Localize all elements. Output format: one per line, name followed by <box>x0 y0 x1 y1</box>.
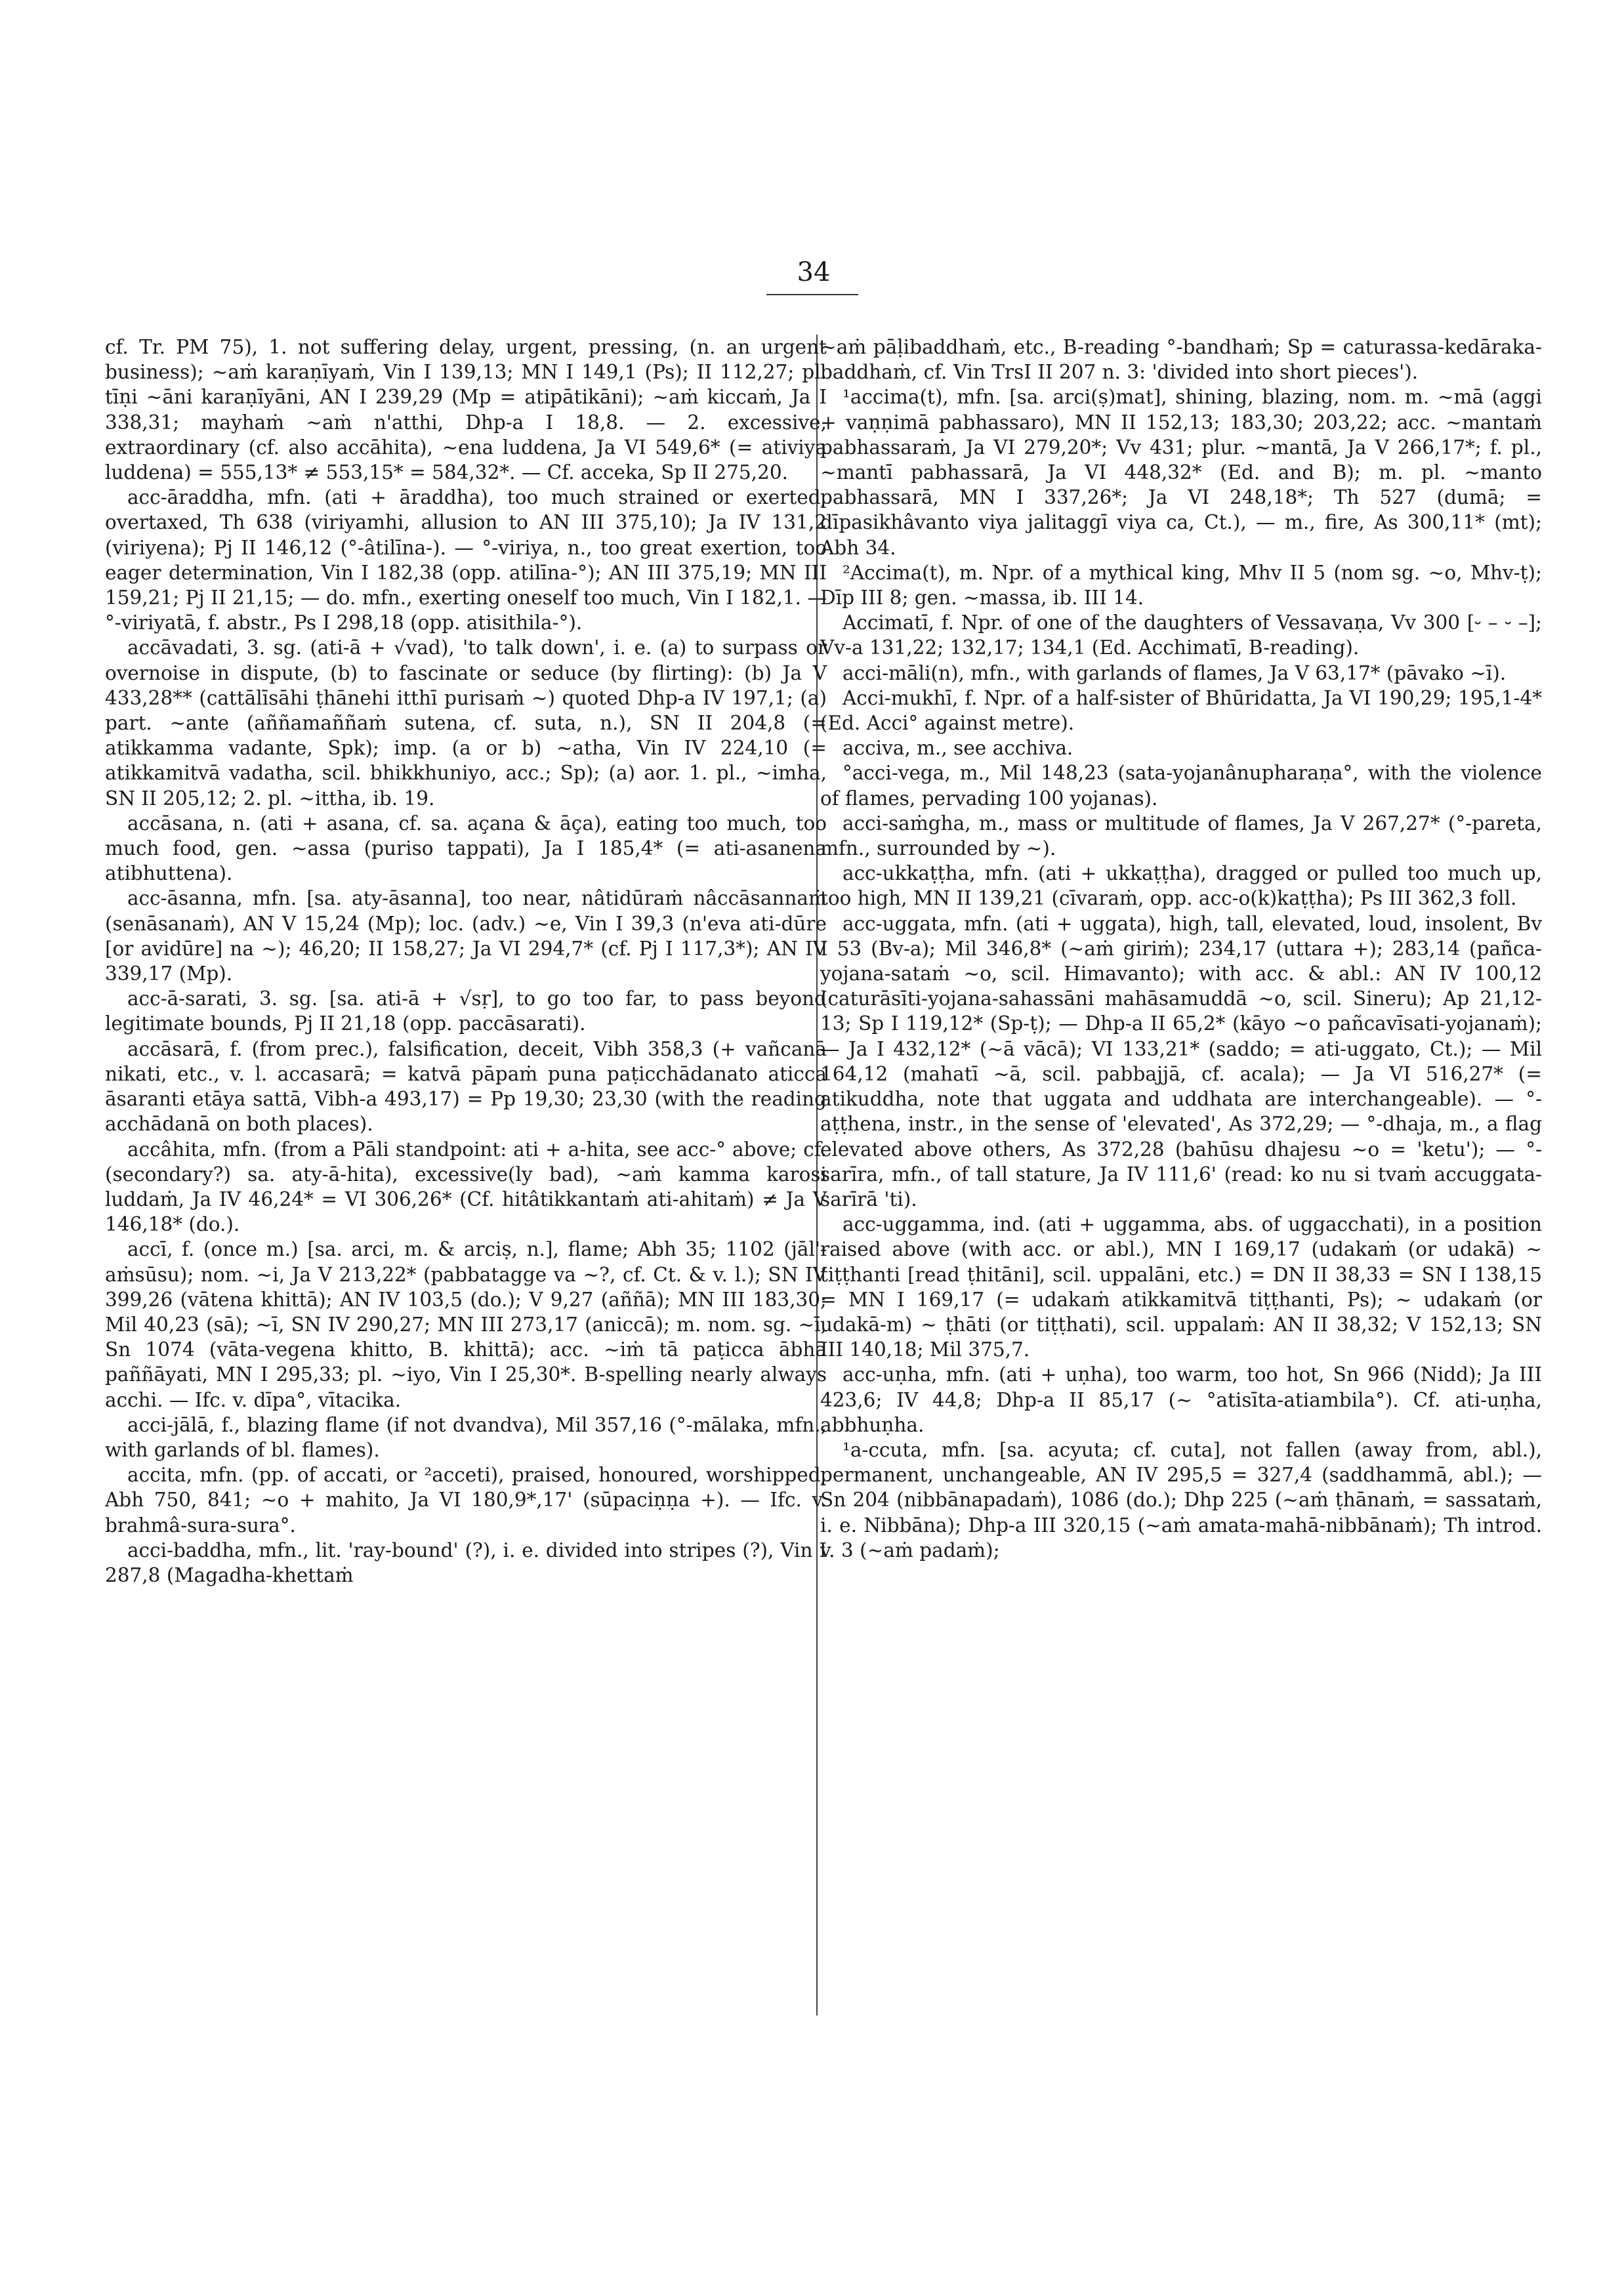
dictionary-entry: acc-āraddha, mfn. (ati + āraddha), too much strained or exerted, overtaxed, Th 638 (viriyamhi, allusion to AN III 375,10); Ja IV 131,2 (viriyena); Pj II 146,12 (°-âtilīna-). — °-viriya, n., too great exertion, too eager determination, Vin I 182,38 (opp. atilīna-°); AN III 375,19; MN III 159,21; Pj II 21,15; — do. mfn., exerting oneself too much, Vin I 182,1. — °-viriyatā, f. abstr., Ps I 298,18 (opp. atisithila-°). <box>105 486 827 634</box>
page-number-rule <box>766 294 858 295</box>
dictionary-entry: acci-saṁgha, m., mass or multitude of flames, Ja V 267,27* (°-pareta, mfn., surrounded by ~). <box>820 812 1542 860</box>
dictionary-entry: accī, f. (once m.) [sa. arci, m. & arciṣ, n.], flame; Abh 35; 1102 (jāl'-aṁsūsu); nom. ~i, Ja V 213,22* (pabbatagge va ~?, cf. Ct. & v. l.); SN IV 399,26 (vātena khittā); AN IV 103,5 (do.); V 9,27 (aññā); MN III 183,30; Mil 40,23 (sā); ~ī, SN IV 290,27; MN III 273,17 (aniccā); m. nom. sg. ~ī, Sn 1074 (vāta-vegena khitto, B. khittā); acc. ~iṁ tā paṭicca ābhā paññāyati, MN I 295,33; pl. ~iyo, Vin I 25,30*. B-spelling nearly always acchi. — Ifc. v. dīpa°, vītacika. <box>105 1238 827 1411</box>
dictionary-entry: acc-ukkaṭṭha, mfn. (ati + ukkaṭṭha), dragged or pulled too much up, too high, MN II 139,21 (cīvaraṁ, opp. acc-o(k)kaṭṭha); Ps III 362,3 foll. <box>820 862 1542 910</box>
left-column <box>105 335 827 1588</box>
dictionary-entry: ~aṁ pāḷibaddhaṁ, etc., B-reading °-bandhaṁ; Sp = caturassa-kedāraka-baddhaṁ, cf. Vin TrsI II 207 n. 3: 'divided into short pieces'). <box>820 336 1542 384</box>
dictionary-entry: ¹a-ccuta, mfn. [sa. acyuta; cf. cuta], not fallen (away from, abl.), permanent, unchangeable, AN IV 295,5 = 327,4 (saddhammā, abl.); — Sn 204 (nibbānapadaṁ), 1086 (do.); Dhp 225 (~aṁ ṭhānaṁ, = sassataṁ, i. e. Nibbāna); Dhp-a III 320,15 (~aṁ amata-mahā-nibbānaṁ); Th introd. v. 3 (~aṁ padaṁ); <box>820 1438 1542 1561</box>
dictionary-entry: acci-māli(n), mfn., with garlands of flames, Ja V 63,17* (pāvako ~ī). <box>843 661 1507 684</box>
dictionary-entry: acci-jālā, f., blazing flame (if not dvandva), Mil 357,16 (°-mālaka, mfn., with garlands of bl. flames). <box>105 1413 827 1461</box>
dictionary-entry: cf. Tr. PM 75), 1. not suffering delay, urgent, pressing, (n. an urgent business); ~aṁ karaṇīyaṁ, Vin I 139,13; MN I 149,1 (Ps); II 112,27; pl. tīṇi ~āni karaṇīyāni, AN I 239,29 (Mp = atipātikāni); ~aṁ kiccaṁ, Ja I 338,31; mayhaṁ ~aṁ n'atthi, Dhp-a I 18,8. — 2. excessive, extraordinary (cf. also accāhita), ~ena luddena, Ja VI 549,6* (= ativiya luddena) = 555,13* ≠ 553,15* = 584,32*. — Cf. acceka, Sp II 275,20. <box>105 336 827 484</box>
dictionary-entry: accāsarā, f. (from prec.), falsification, deceit, Vibh 358,3 (+ vañcanā nikati, etc., v. l. accasarā; = katvā pāpaṁ puna paṭicchādanato aticca āsaranti etāya sattā, Vibh-a 493,17) = Pp 19,30; 23,30 (with the reading acchādanā on both places). <box>105 1037 827 1136</box>
dictionary-entry: acc-uṇha, mfn. (ati + uṇha), too warm, too hot, Sn 966 (Nidd); Ja III 423,6; IV 44,8; Dhp-a II 85,17 (~ °atisīta-atiambila°). Cf. ati-uṇha, abbhuṇha. <box>820 1363 1542 1436</box>
dictionary-entry: accāsana, n. (ati + asana, cf. sa. açana & āça), eating too much, too much food, gen. ~assa (puriso tappati), Ja I 185,4* (= ati-asanena atibhuttena). <box>105 812 827 885</box>
dictionary-entry: acc-uggamma, ind. (ati + uggamma, abs. of uggacchati), in a position raised above (with acc. or abl.), MN I 169,17 (udakaṁ (or udakā) ~ tiṭṭhanti [read ṭhitāni], scil. uppalāni, etc.) = DN II 38,33 = SN I 138,15 = MN I 169,17 (= udakaṁ atikkamitvā tiṭṭhanti, Ps); ~ udakaṁ (or udakā-m) ~ ṭhāti (or tiṭṭhati), scil. uppalaṁ: AN II 38,32; V 152,13; SN III 140,18; Mil 375,7. <box>820 1213 1542 1361</box>
dictionary-entry: accita, mfn. (pp. of accati, or ²acceti), praised, honoured, worshipped, Abh 750, 841; ~o + mahito, Ja VI 180,9*,17' (sūpaciṇṇa +). — Ifc. v. brahmâ-sura-sura°. <box>105 1464 827 1537</box>
dictionary-entry: Accimatī, f. Npr. of one of the daughters of Vessavaṇa, Vv 300 [⏑ – ⏑ –]; Vv-a 131,22; 132,17; 134,1 (Ed. Acchimatī, B-reading). <box>820 611 1542 659</box>
dictionary-entry: acc-āsanna, mfn. [sa. aty-āsanna], too near, nâtidūraṁ nâccāsannaṁ (senāsanaṁ), AN V 15,24 (Mp); loc. (adv.) ~e, Vin I 39,3 (n'eva ati-dūre [or avidūre] na ~); 46,20; II 158,27; Ja VI 294,7* (cf. Pj I 117,3*); AN IV 339,17 (Mp). <box>105 887 827 985</box>
dictionary-entry: accāvadati, 3. sg. (ati-ā + √vad), 'to talk down', i. e. (a) to surpass or overnoise in dispute, (b) to fascinate or seduce (by flirting): (b) Ja V 433,28** (cattālīsāhi ṭhānehi itthī purisaṁ ~) quoted Dhp-a IV 197,1; (a) part. ~ante (aññamaññaṁ sutena, cf. suta, n.), SN II 204,8 (= atikkamma vadante, Spk); imp. (a or b) ~atha, Vin IV 224,10 (= atikkamitvā vadatha, scil. bhikkhuniyo, acc.; Sp); (a) aor. 1. pl., ~imha, SN II 205,12; 2. pl. ~ittha, ib. 19. <box>105 636 827 810</box>
dictionary-entry: °acci-vega, m., Mil 148,23 (sata-yojanânupharaṇa°, with the violence of flames, pervading 100 yojanas). <box>820 762 1542 810</box>
dictionary-entry: acci-baddha, mfn., lit. 'ray-bound' (?), i. e. divided into stripes (?), Vin I 287,8 (Magadha-khettaṁ <box>105 1539 827 1586</box>
dictionary-entry: acciva, m., see acchiva. <box>843 737 1073 760</box>
dictionary-entry: accâhita, mfn. (from a Pāli standpoint: ati + a-hita, see acc-° above; cf. (secondary?) sa. aty-ā-hita), excessive(ly bad), ~aṁ kamma karosi luddaṁ, Ja IV 46,24* = VI 306,26* (Cf. hitâtikkantaṁ ati-ahitaṁ) ≠ Ja V 146,18* (do.). <box>105 1138 827 1236</box>
page-number: 34 <box>797 257 831 287</box>
dictionary-entry: acc-uggata, mfn. (ati + uggata), high, tall, elevated, loud, insolent, Bv I 53 (Bv-a); Mil 346,8* (~aṁ giriṁ); 234,17 (uttara +); 283,14 (pañca-yojana-sataṁ ~o, scil. Himavanto); with acc. & abl.: AN IV 100,12 (caturāsīti-yojana-sahassāni mahāsamuddā ~o, scil. Sineru); Ap 21,12-13; Sp I 119,12* (Sp-ṭ); — Dhp-a II 65,2* (kāyo ~o pañcavīsati-yojanaṁ); — Ja I 432,12* (~ā vācā); VI 133,21* (saddo; = ati-uggato, Ct.); — Mil 164,12 (mahatī ~ā, scil. pabbajjā, cf. acala); — Ja VI 516,27* (= atikuddha, note that uggata and uddhata are interchangeable). — °-aṭṭhena, instr., in the sense of 'elevated', As 372,29; — °-dhaja, m., a flag elevated above others, As 372,28 (bahūsu dhajesu ~o = 'ketu'); — °-sarīra, mfn., of tall stature, Ja IV 111,6' (read: ko nu si tvaṁ accuggata-sarīrā 'ti). <box>820 912 1542 1210</box>
right-column <box>820 335 1542 1563</box>
dictionary-entry: Acci-mukhī, f. Npr. of a half-sister of Bhūridatta, Ja VI 190,29; 195,1-4* (Ed. Acci° against metre). <box>820 686 1542 735</box>
dictionary-entry: acc-ā-sarati, 3. sg. [sa. ati-ā + √sṛ], to go too far, to pass beyond legitimate bounds, Pj II 21,18 (opp. paccāsarati). <box>105 987 827 1035</box>
dictionary-entry: ²Accima(t), m. Npr. of a mythical king, Mhv II 5 (nom sg. ~o, Mhv-ṭ); Dīp III 8; gen. ~massa, ib. III 14. <box>820 561 1542 610</box>
dictionary-entry: ¹accima(t), mfn. [sa. arci(ṣ)mat], shining, blazing, nom. m. ~mā (aggi + vaṇṇimā pabhassaro), MN II 152,13; 183,30; 203,22; acc. ~mantaṁ pabhassaraṁ, Ja VI 279,20*; Vv 431; plur. ~mantā, Ja V 266,17*; f. pl., ~mantī pabhassarā, Ja VI 448,32* (Ed. and B); m. pl. ~manto pabhassarā, MN I 337,26*; Ja VI 248,18*; Th 527 (dumā; = dīpasikhâvanto viya jalitaggī viya ca, Ct.), — m., fire, As 300,11* (mt); Abh 34. <box>820 386 1542 559</box>
